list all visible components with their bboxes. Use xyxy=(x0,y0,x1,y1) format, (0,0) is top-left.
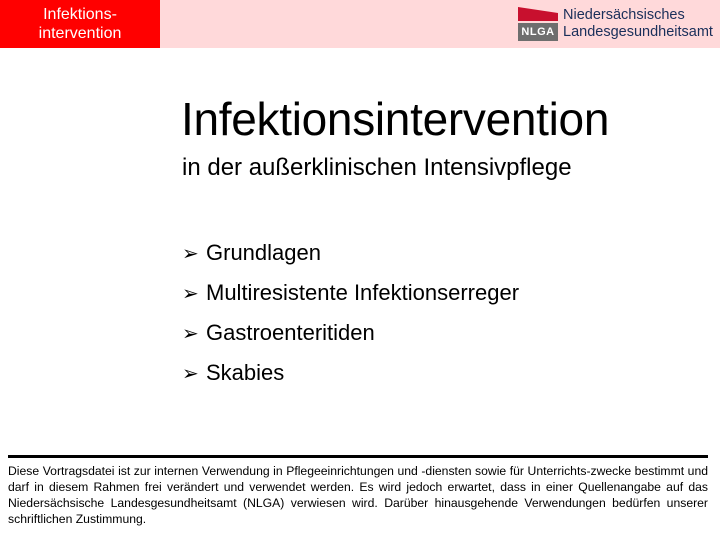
bullet-list xyxy=(182,233,519,393)
bullet-item xyxy=(182,313,519,353)
slide-title: Infektionsintervention xyxy=(181,93,610,145)
disclaimer-text: Diese Vortragsdatei ist zur internen Verwendung in Pflegeeinrichtungen und -diensten sowie für Unterrichts-zwecke bestimmt und darf in diesem Rahmen frei verändert und verwendet werden. Es wird jedoch erwartet, dass in einer Quellenangabe auf das Niedersächsische Landesgesundheitsamt (NLGA) verwiesen wird. Darüber hinausgehende Verwendungen bedürfen unserer schriftlichen Zustimmung. xyxy=(8,464,708,526)
section-label: Infektions- intervention xyxy=(0,0,160,48)
arrow-bullet-icon: ➢ xyxy=(182,241,199,265)
bullet-item xyxy=(182,353,519,393)
bullet-text: Grundlagen xyxy=(206,240,321,265)
bullet-item xyxy=(182,233,519,273)
arrow-bullet-icon: ➢ xyxy=(182,281,199,305)
logo-red-band xyxy=(518,7,558,21)
arrow-bullet-icon: ➢ xyxy=(182,321,199,345)
nlga-logo xyxy=(518,6,714,42)
logo-name xyxy=(563,7,713,41)
logo-name-line2: Landesgesundheitsamt xyxy=(563,24,713,40)
bullet-text: Multiresistente Infektionserreger xyxy=(206,280,520,305)
logo-name-line1: Niedersächsisches xyxy=(563,7,685,23)
bullet-item xyxy=(182,273,519,313)
logo-mark-text: NLGA xyxy=(518,23,558,41)
arrow-bullet-icon: ➢ xyxy=(182,361,199,385)
bullet-text: Skabies xyxy=(206,360,285,385)
slide-subtitle: in der außerklinischen Intensivpflege xyxy=(182,154,572,181)
footer-divider xyxy=(8,455,708,458)
nlga-logo-mark xyxy=(518,7,558,41)
bullet-text: Gastroenteritiden xyxy=(206,320,375,345)
